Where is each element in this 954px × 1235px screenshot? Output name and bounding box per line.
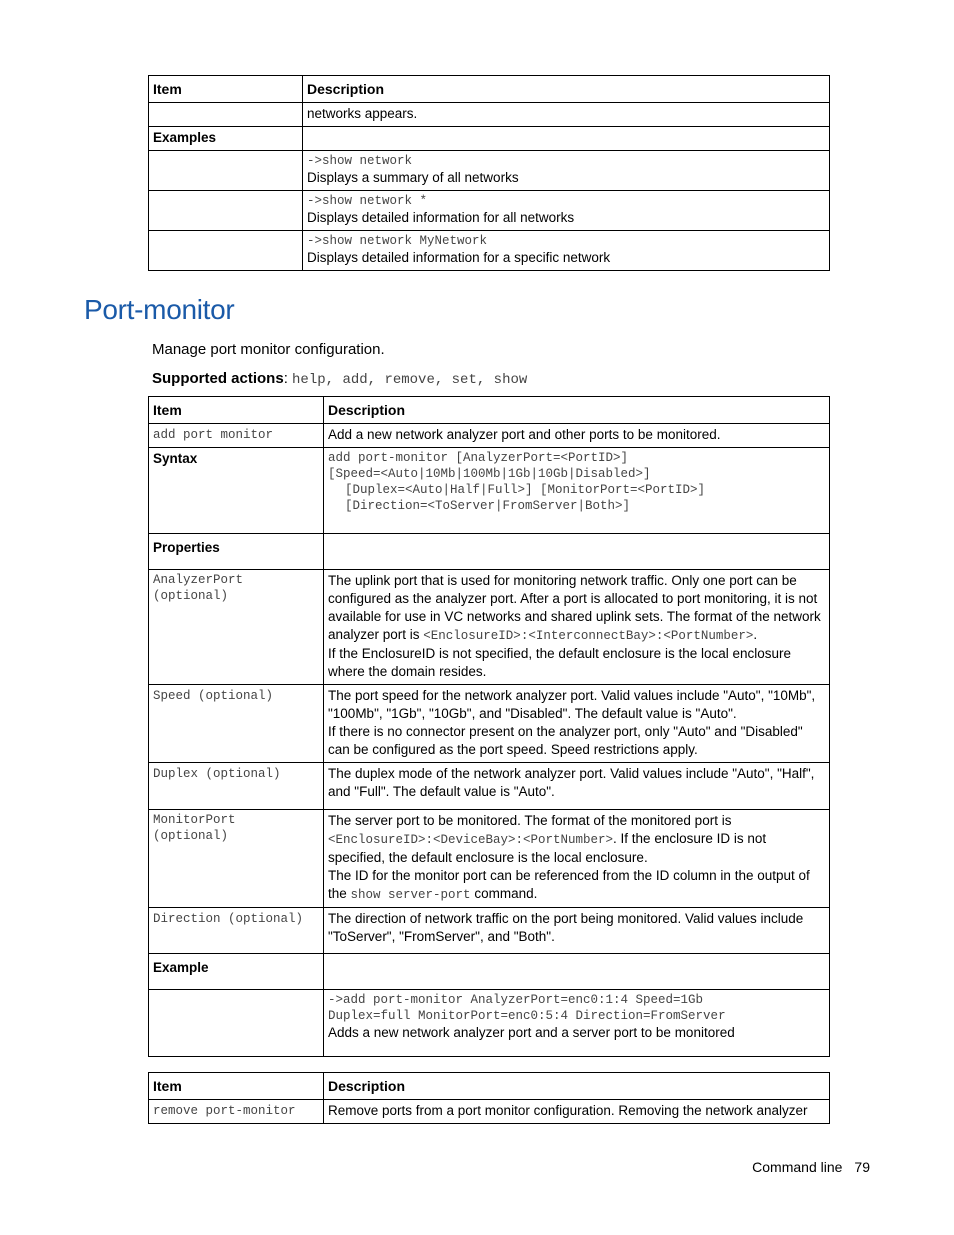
header-item: Item [149,76,303,103]
property-optional: (optional) [153,589,229,603]
header-item: Item [149,1073,324,1100]
syntax-line: [Duplex=<Auto|Half|Full>] [MonitorPort=<PortID>] [345,483,706,497]
example-command: Duplex=full MonitorPort=enc0:5:4 Direction=FromServer [328,1009,726,1023]
duplex-item: Duplex (optional) [149,763,324,810]
analyzer-description [324,570,830,685]
description-text: command. [470,886,538,901]
description-text: . If the enclosure ID is not specified, the default enclosure is the local enclosure. [328,831,767,865]
table-cell: networks appears. [303,103,830,127]
table-row [149,448,830,534]
footer-label: Command line [752,1159,843,1175]
table-header-row [149,397,830,424]
add-command: add port monitor [149,424,324,448]
supported-actions [152,370,527,388]
header-description: Description [324,397,830,424]
property-name: AnalyzerPort [153,573,244,587]
description-text: If there is no connector present on the analyzer port, only "Auto" and "Disabled" can be configured as the port speed. Speed restrictions apply. [328,724,803,757]
syntax-label: Syntax [149,448,324,534]
syntax-line: [Direction=<ToServer|FromServer|Both>] [345,499,631,513]
monitor-item [149,810,324,908]
example-description: Displays detailed information for a specific network [307,250,611,265]
remove-table [148,1072,830,1124]
table-cell-empty [303,127,830,151]
table-row [149,231,830,271]
table-cell-empty [324,954,830,990]
supported-actions-label: Supported actions [152,370,284,387]
supported-actions-list: help, add, remove, set, show [292,372,528,388]
table-header-row [149,76,830,103]
remove-description: Remove ports from a port monitor configuration. Removing the network analyzer [324,1100,830,1124]
syntax-line: add port-monitor [AnalyzerPort=<PortID>] [328,451,629,465]
table-row [149,685,830,763]
syntax-line: [Speed=<Auto|10Mb|100Mb|1Gb|10Gb|Disabled>] [328,467,651,481]
example-cell [303,231,830,271]
table-cell-empty [149,191,303,231]
syntax-cell [324,448,830,534]
page-footer [740,1159,870,1175]
speed-item: Speed (optional) [149,685,324,763]
page-number: 79 [854,1159,870,1175]
property-name: MonitorPort [153,813,236,827]
example-description: Displays detailed information for all networks [307,210,575,225]
table-row [149,103,830,127]
table-cell-empty [149,990,324,1057]
example-cell [324,990,830,1057]
section-title: Port-monitor [84,294,235,325]
description-text: The port speed for the network analyzer port. Valid values include "Auto", "10Mb", "100Mb", "1Gb", "10Gb", and "Disabled". The default value is "Auto". [328,688,816,721]
table-row [149,570,830,685]
header-item: Item [149,397,324,424]
description-text: The server port to be monitored. The format of the monitored port is [328,813,732,828]
analyzer-item [149,570,324,685]
description-code: show server-port [350,888,471,902]
direction-item: Direction (optional) [149,908,324,954]
table-cell-empty [149,151,303,191]
section-intro: Manage port monitor configuration. [152,341,385,358]
table-row [149,127,830,151]
description-text: The ID for the monitor port can be referenced from the ID column in the output of the [328,868,810,901]
table-row [149,1100,830,1124]
example-command: ->show network * [307,194,428,208]
port-monitor-table [148,396,830,1057]
table-row [149,534,830,570]
monitor-description [324,810,830,908]
table-row [149,424,830,448]
table-row [149,990,830,1057]
examples-label: Examples [149,127,303,151]
description-code: <EnclosureID>:<InterconnectBay>:<PortNumber> [423,629,754,643]
example-command: ->show network MyNetwork [307,234,488,248]
table-row [149,810,830,908]
direction-description: The direction of network traffic on the port being monitored. Valid values include "ToServer", "FromServer", and "Both". [324,908,830,954]
add-description: Add a new network analyzer port and other ports to be monitored. [324,424,830,448]
table-row [149,151,830,191]
property-optional: (optional) [153,829,229,843]
table-row [149,908,830,954]
duplex-description: The duplex mode of the network analyzer port. Valid values include "Auto", "Half", and "Full". The default value is "Auto". [324,763,830,810]
supported-actions-colon: : [283,370,293,387]
header-description: Description [324,1073,830,1100]
example-cell [303,191,830,231]
table-header-row [149,1073,830,1100]
example-description: Displays a summary of all networks [307,170,519,185]
remove-command: remove port-monitor [149,1100,324,1124]
table-row [149,191,830,231]
example-cell [303,151,830,191]
example-command: ->show network [307,154,413,168]
table-cell-empty [149,231,303,271]
header-description: Description [303,76,830,103]
speed-description [324,685,830,763]
example-label: Example [149,954,324,990]
properties-label: Properties [149,534,324,570]
example-description: Adds a new network analyzer port and a server port to be monitored [328,1025,735,1040]
networks-table [148,75,830,271]
description-text: If the EnclosureID is not specified, the default enclosure is the local enclosure where the domain resides. [328,646,792,679]
table-row [149,763,830,810]
table-cell-empty [149,103,303,127]
table-row [149,954,830,990]
description-text: . [753,627,758,642]
example-command: ->add port-monitor AnalyzerPort=enc0:1:4 Speed=1Gb [328,993,704,1007]
description-text: The uplink port that is used for monitoring network traffic. Only one port can be configured as the analyzer port. After a port is allocated to port monitoring, it is not available for use in VC networks and shared uplink sets. The format of the network analyzer port is [328,573,821,642]
table-cell-empty [324,534,830,570]
description-code: <EnclosureID>:<DeviceBay>:<PortNumber> [328,833,614,847]
